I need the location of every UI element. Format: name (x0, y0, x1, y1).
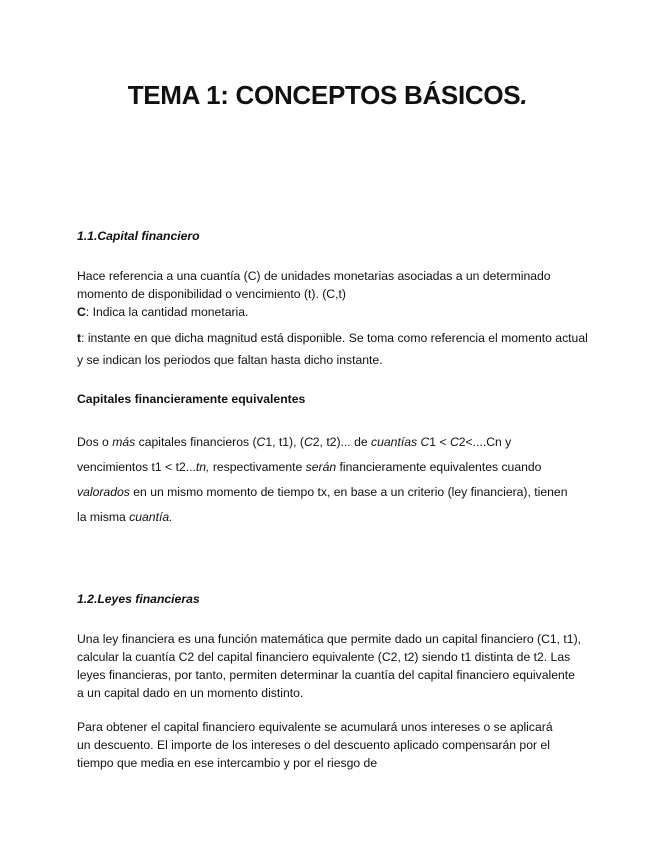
capital-definition-paragraph: Hace referencia a una cuantía (C) de unidades monetarias asociadas a un determinado momento de disponibilidad o vencimiento (t). (C,t) (77, 269, 551, 301)
eq-text: 1, t1), ( (265, 435, 304, 449)
t-label: t (77, 331, 82, 345)
subheading-capitales-equivalentes: Capitales financieramente equivalentes (77, 392, 306, 406)
eq-text: 2, t2)... de (312, 435, 372, 449)
eq-text: financieramente equivalentes cuando (336, 460, 542, 474)
eq-italic: C (256, 435, 266, 449)
eq-text: capitales financieros ( (135, 435, 257, 449)
c-definition (77, 303, 592, 321)
page-title (0, 80, 655, 111)
eq-italic: C (449, 435, 459, 449)
eq-italic: cuantía. (129, 510, 173, 524)
eq-italic: valorados (77, 485, 130, 499)
eq-italic: cuantías C (371, 435, 430, 449)
equivalence-paragraph (77, 430, 577, 530)
eq-italic: tn, (195, 460, 210, 474)
eq-italic: C (303, 435, 313, 449)
leyes-paragraph-1: Una ley financiera es una función matemática que permite dado un capital financiero (C1, t1), calcular la cuantía C2 del capital financiero equivalente (C2, t2) siendo t1 distinta de t2. Las leyes financieras, por tanto, permiten determinar la cuantía del capital financiero equivalente a un capital dado en un momento distinto. (77, 632, 582, 700)
eq-text: 2<....Cn y vencimientos t1 < t2... (77, 435, 512, 474)
page-title-suffix: . (520, 80, 528, 110)
section-heading-capital-financiero: 1.1.Capital financiero (77, 229, 200, 243)
eq-italic: más (112, 435, 136, 449)
page-title-text: TEMA 1: CONCEPTOS BÁSICOS (127, 80, 521, 110)
leyes-paragraph-2: Para obtener el capital financiero equivalente se acumulará unos intereses o se aplicará un descuento. El importe de los intereses o del descuento aplicado compensarán por el tiempo que media en ese intercambio y por el riesgo de (77, 720, 553, 770)
eq-text: Dos o (77, 435, 113, 449)
t-text: : instante en que dicha magnitud está disponible. Se toma como referencia el momento actual y se indican los periodos que faltan hasta dicho instante. (77, 331, 588, 367)
eq-italic: serán (305, 460, 337, 474)
t-definition (77, 327, 592, 371)
c-label: C (77, 305, 86, 319)
eq-text: respectivamente (209, 460, 306, 474)
c-text: : Indica la cantidad monetaria. (85, 305, 249, 319)
eq-text: 1 < (429, 435, 450, 449)
eq-text: en un mismo momento de tiempo tx, en base a un criterio (ley financiera), tienen la misma (77, 485, 568, 524)
section-heading-leyes-financieras: 1.2.Leyes financieras (77, 592, 200, 606)
